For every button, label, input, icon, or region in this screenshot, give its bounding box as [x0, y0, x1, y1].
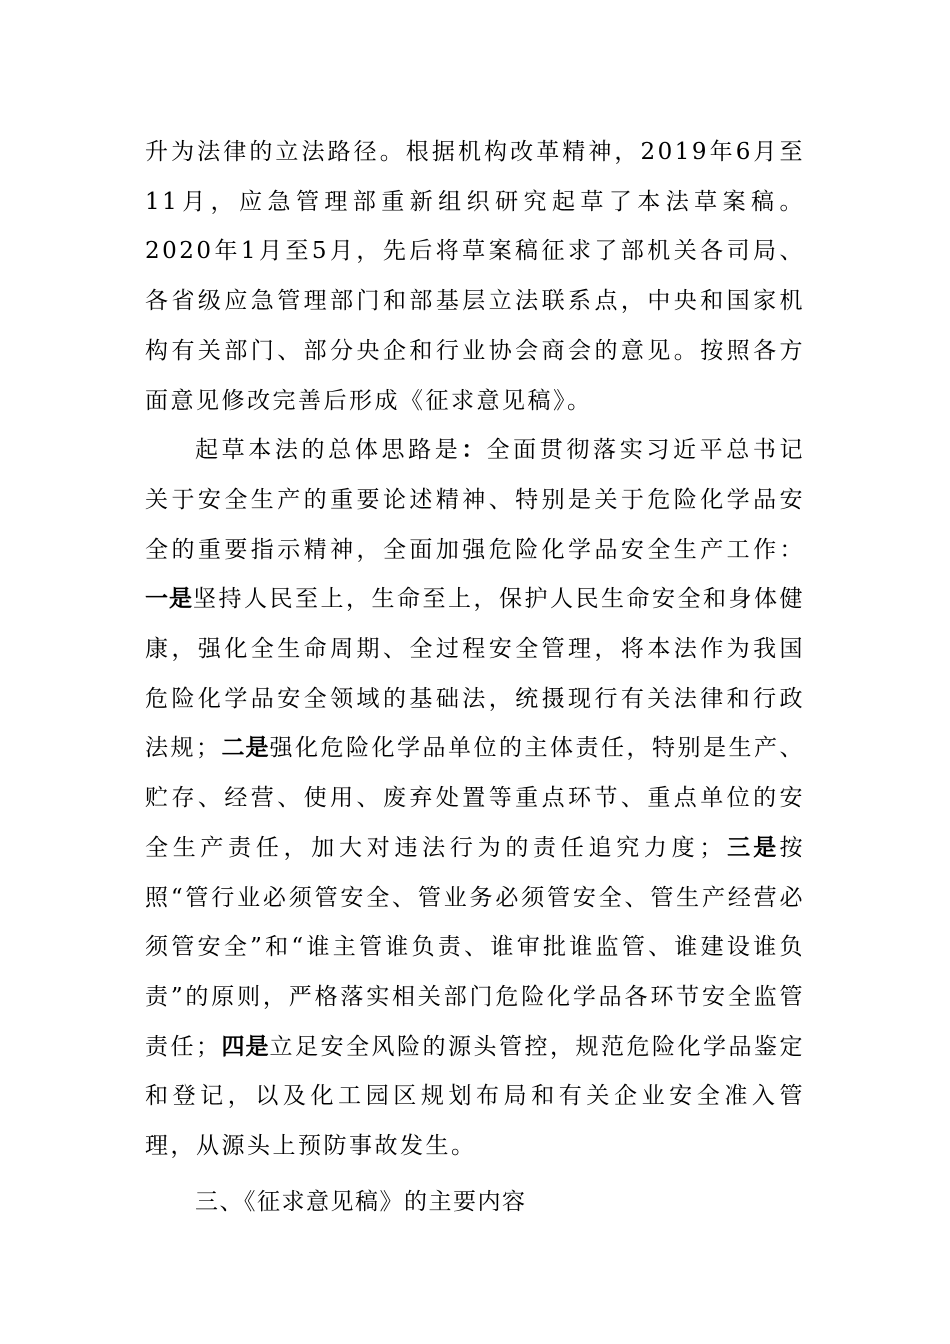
- paragraph-1-text: 升为法律的立法路径。根据机构改革精神，2019年6月至11月，应急管理部重新组织研究起草了本法草案稿。2020年1月至5月，先后将草案稿征求了部机关各司局、各省级应急管理部门和部基层立法联系点，中央和国家机构有关部门、部分央企和行业协会商会的意见。按照各方面意见修改完善后形成《征求意见稿》。: [145, 139, 805, 414]
- paragraph-2-intro: 起草本法的总体思路是: [195, 437, 462, 464]
- paragraph-2-colon: ：: [461, 437, 487, 464]
- paragraph-drafting-approach: [145, 426, 805, 1172]
- paragraph-2-lead: 全面贯彻落实习近平总书记关于安全生产的重要论述精神、特别是关于危险化学品安全的重要指示精神，全面加强危险化学品安全生产工作：: [145, 437, 806, 563]
- point-2-text: 强化危险化学品单位的主体责任，特别是生产、贮存、经营、使用、废弃处置等重点环节、重点单位的安全生产责任，加大对违法行为的责任追究力度；: [145, 735, 805, 861]
- point-4-text: 立足安全风险的源头管控，规范危险化学品鉴定和登记，以及化工园区规划布局和有关企业安全准入管理，从源头上预防事故发生。: [145, 1033, 805, 1160]
- point-4-label: 四是: [221, 1033, 270, 1060]
- point-3-label: 三是: [724, 834, 780, 861]
- point-2-label: 二是: [221, 735, 270, 762]
- point-3-text: 按照“管行业必须管安全、管业务必须管安全、管生产经营必须管安全”和“谁主管谁负责、谁审批谁监管、谁建设谁负责”的原则，严格落实相关部门危险化学品各环节安全监管责任；: [145, 834, 806, 1060]
- section-heading: [145, 1178, 805, 1228]
- document-body: [145, 128, 805, 1227]
- point-1-label: 一是: [145, 586, 193, 613]
- point-1-text: 坚持人民至上，生命至上，保护人民生命安全和身体健康，强化全生命周期、全过程安全管理，将本法作为我国危险化学品安全领域的基础法，统摄现行有关法律和行政法规；: [145, 586, 805, 762]
- paragraph-legislative-history: [145, 128, 805, 426]
- section-heading-text: 三、《征求意见稿》的主要内容: [195, 1188, 527, 1215]
